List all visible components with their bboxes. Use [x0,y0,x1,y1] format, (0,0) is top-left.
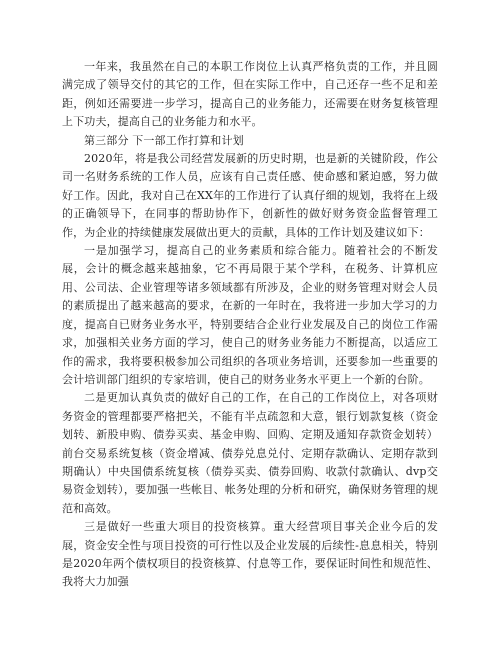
document-body [62,58,438,592]
paragraph-plan-1: 一是加强学习，提高自己的业务素质和综合能力。随着社会的不断发展，会计的概念越来越抽象，它不再局限于某个学科，在税务、计算机应用、公司法、企业管理等诸多领域都有所涉及，企业的财务管理对财会人员的素质提出了越来越高的要求，在新的一年时在，我将进一步加大学习的力度，提高自已财务业务水平，特别要结合企业行业发展及自己的岗位工作需求，加强相关业务方面的学习，使自己的财务业务能力不断提高，以适应工作的需求，我将要积极参加公司组织的各项业务培训，还要参加一些重要的会计培训部门组织的专家培训，使自己的财务业务水平更上一个新的台阶。 [62,244,438,386]
section-heading: 第三部分 下一部工作打算和计划 [84,133,244,147]
paragraph-summary: 一年来，我虽然在自己的本职工作岗位上认真严格负责的工作，并且圆满完成了领导交付的其它的工作，但在实际工作中，自己还存一些不足和差距，例如还需要进一步学习，提高自己的业务能力，还需要在财务复核管理上下功夫，提高自己的业务能力和水平。 [62,60,438,129]
paragraph-plan-3: 三是做好一些重大项目的投资核算。重大经营项目事关企业今后的发展，资金安全性与项目投资的可行性以及企业发展的后续性-息息相关，特别是2020年两个债权项目的投资核算、付息等工作，要保证时间性和规范性、我将大力加强 [62,520,438,589]
paragraph-plan-intro: 2020年，将是我公司经营发展新的历史时期，也是新的关键阶段，作公司一名财务系统的工作人员，应该有自己责任感、使命感和紧迫感，努力做好工作。因此，我对自己在XX年的工作进行了认真仔细的规划，我将在上级的正确领导下，在同事的帮助协作下，创新性的做好财务资金监督管理工作，为企业的持续健康发展做出更大的贡献，具体的工作计划及建议如下： [62,152,438,239]
paragraph-plan-2: 二是更加认真负责的做好自己的工作，在自己的工作岗位上，对各项财务资金的管理都要严格把关，不能有半点疏忽和大意，银行划款复核（资金划转、新股申购、债券买卖、基金申购、回购、定期及通知存款资金划转）前台交易系统复核（资金增减、债券兑息兑付、定期存款确认、定期存款到期确认）中央国债系统复核（债券买卖、债券回购、收款付款确认、dvp交易资金划转），要加强一些帐目、帐务处理的分析和研究，确保财务管理的规范和高效。 [62,391,438,515]
